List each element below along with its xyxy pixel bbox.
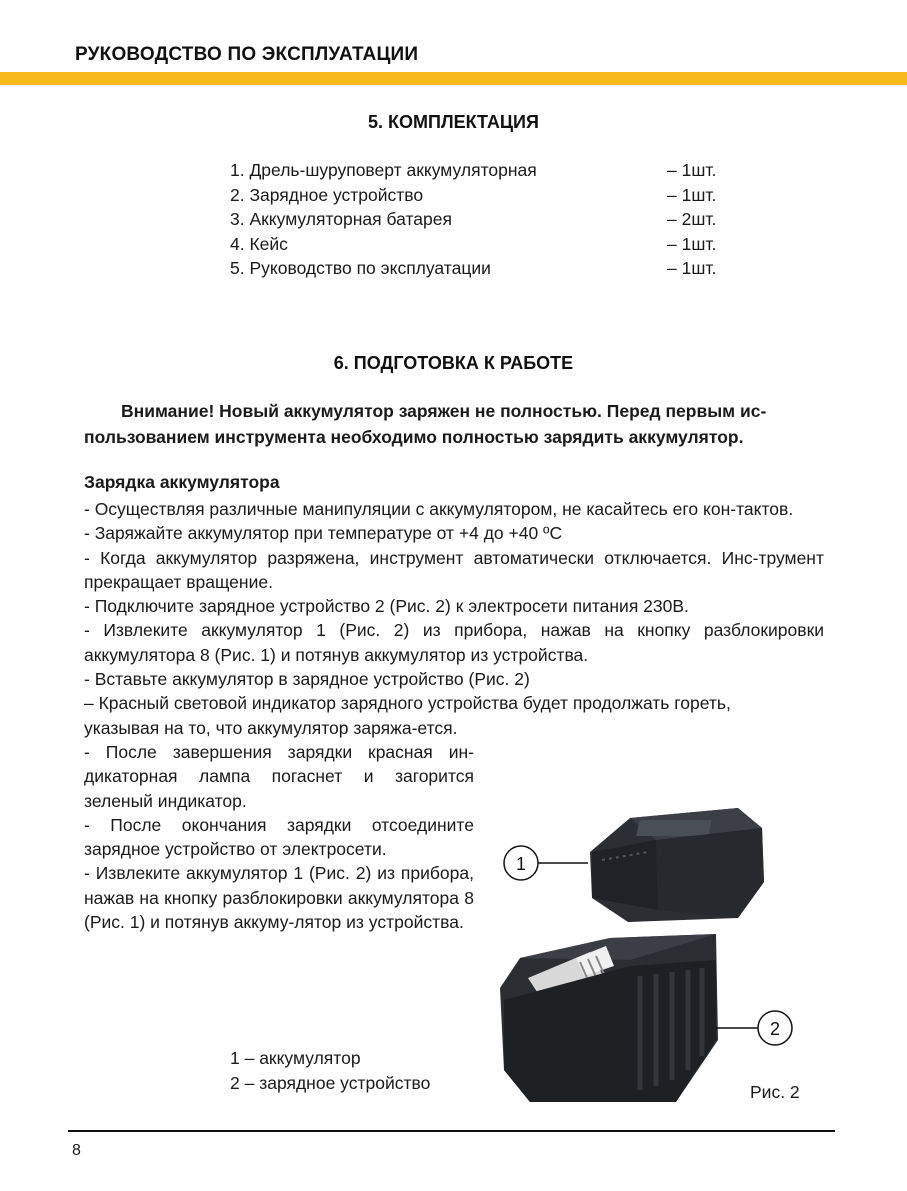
document-header-title: РУКОВОДСТВО ПО ЭКСПЛУАТАЦИИ xyxy=(75,44,419,65)
kit-item-quantity: – 1шт. xyxy=(667,258,717,278)
footer-divider xyxy=(68,1130,835,1132)
page-number: 8 xyxy=(72,1142,81,1159)
warning-line-1: Внимание! Новый аккумулятор заряжен не полностью. Перед первым ис- xyxy=(121,401,767,421)
charger-image xyxy=(500,934,718,1102)
kit-item-name: 1. Дрель-шуруповерт аккумуляторная xyxy=(230,160,537,180)
instruction-paragraph: - Вставьте аккумулятор в зарядное устройство (Рис. 2) xyxy=(84,669,530,690)
legend-item-battery: 1 – аккумулятор xyxy=(230,1048,361,1068)
kit-item xyxy=(230,183,750,208)
callout-2 xyxy=(716,1011,792,1045)
instruction-paragraph: - После окончания зарядки отсоедините зарядное устройство от электросети. xyxy=(84,814,474,860)
callout-2-label: 2 xyxy=(769,1019,781,1039)
kit-item xyxy=(230,232,750,257)
warning-line-2: пользованием инструмента необходимо полностью зарядить аккумулятор. xyxy=(84,427,744,447)
header-accent-bar xyxy=(0,72,907,85)
instruction-paragraph: - Когда аккумулятор разряжена, инструмент автоматически отключается. Инс-трумент прекращает вращение. xyxy=(84,547,824,592)
kit-item-quantity: – 1шт. xyxy=(667,160,717,180)
kit-item-quantity: – 2шт. xyxy=(667,209,717,229)
kit-item-name: 4. Кейс xyxy=(230,233,288,254)
instruction-paragraph: указывая на то, что аккумулятор заряжа-ется. xyxy=(84,717,458,738)
callout-1-label: 1 xyxy=(515,854,527,874)
kit-item xyxy=(230,256,750,281)
instruction-paragraph: - После завершения зарядки красная ин-дикаторная лампа погаснет и загорится зеленый индикатор. xyxy=(84,741,474,811)
section-5-title: 5. КОМПЛЕКТАЦИЯ xyxy=(368,112,539,132)
section-6-title: 6. ПОДГОТОВКА К РАБОТЕ xyxy=(333,353,574,373)
kit-item-name: 5. Руководство по эксплуатации xyxy=(230,258,491,278)
warning-notice xyxy=(84,398,824,450)
instruction-paragraph: - Осуществляя различные манипуляции с аккумулятором, не касайтесь его кон-тактов. xyxy=(84,499,794,519)
callout-1 xyxy=(504,846,588,880)
instruction-paragraph: - Извлеките аккумулятор 1 (Рис. 2) из прибора, нажав на кнопку разблокировки аккумулятора 8 (Рис. 1) и потянув аккумулятор из устройства. xyxy=(84,620,824,665)
battery-image xyxy=(590,808,764,922)
kit-item-name: 2. Зарядное устройство xyxy=(230,184,424,205)
kit-item-quantity: – 1шт. xyxy=(667,233,717,254)
battery-charger-illustration xyxy=(480,790,840,1110)
kit-item xyxy=(230,207,750,232)
narrow-instructions xyxy=(84,716,474,935)
legend-item-charger: 2 – зарядное устройство xyxy=(230,1072,431,1093)
kit-contents-list xyxy=(230,158,750,281)
figure-legend xyxy=(230,1046,430,1095)
kit-item xyxy=(230,158,750,183)
instruction-paragraph: - Заряжайте аккумулятор при температуре от +4 до +40 ºC xyxy=(84,523,563,544)
charging-subheading: Зарядка аккумулятора xyxy=(84,472,280,492)
figure-caption: Рис. 2 xyxy=(750,1082,800,1102)
kit-item-quantity: – 1шт. xyxy=(667,184,717,205)
figure-2-battery-charger xyxy=(480,790,840,1110)
kit-item-name: 3. Аккумуляторная батарея xyxy=(230,209,452,229)
instruction-paragraph: - Извлеките аккумулятор 1 (Рис. 2) из прибора, нажав на кнопку разблокировки аккумулятора 8 (Рис. 1) и потянув аккуму-лятор из устройства. xyxy=(84,863,474,933)
instruction-paragraph: - Подключите зарядное устройство 2 (Рис. 2) к электросети питания 230В. xyxy=(84,596,689,617)
instruction-paragraph: – Красный световой индикатор зарядного устройства будет продолжать гореть, xyxy=(84,693,731,714)
